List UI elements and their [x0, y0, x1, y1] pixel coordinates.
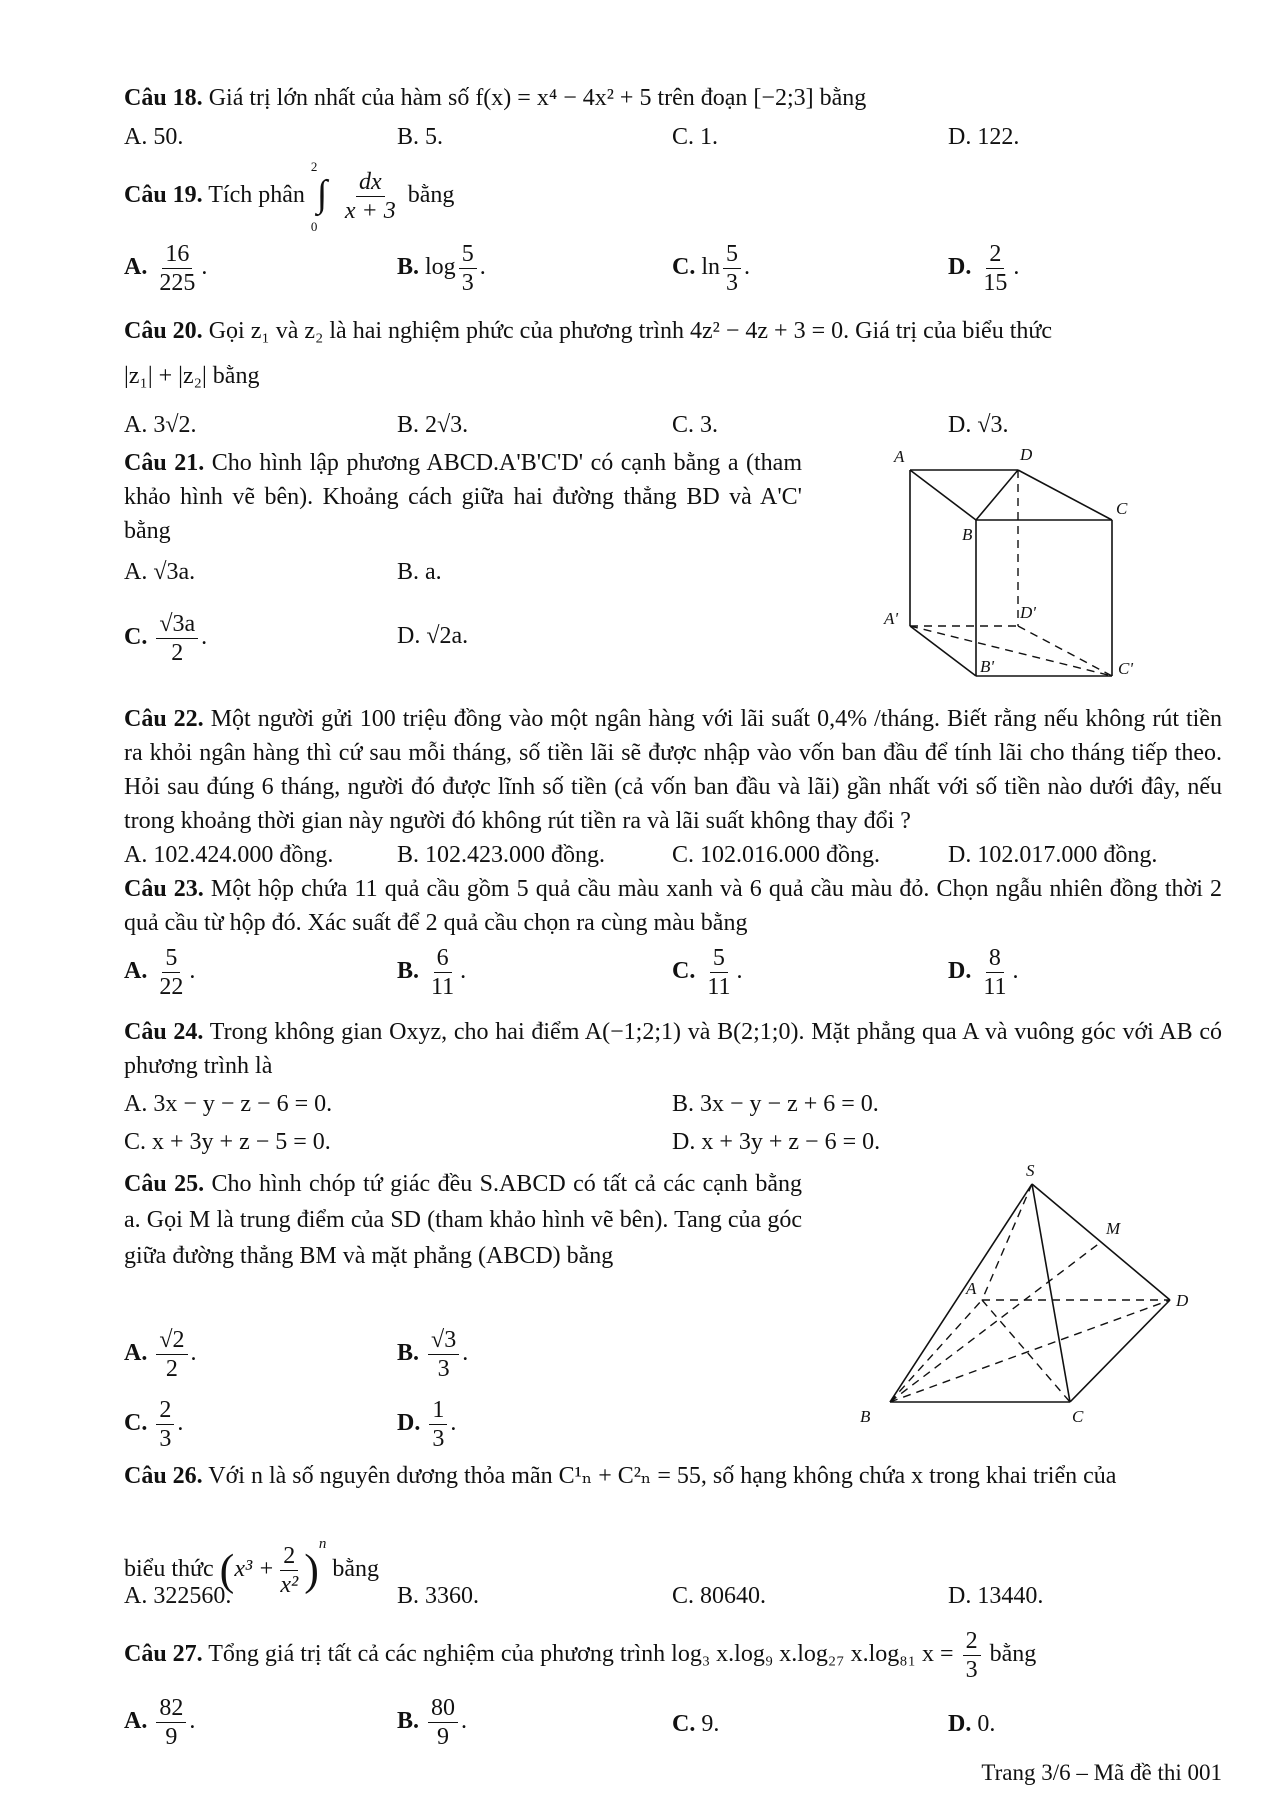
label-C: C: [1116, 499, 1128, 518]
option-a: A. 102.424.000 đồng.: [124, 842, 334, 868]
option-b: B. $\frac{√3}{3}$ .: [397, 1327, 469, 1382]
option-d: D. 0.: [948, 1711, 996, 1737]
option-d: D. √2a.: [397, 623, 469, 649]
option-a: A. 50.: [124, 124, 184, 150]
option-c: C. 102.016.000 đồng.: [672, 842, 881, 868]
question-text: Tích phân: [208, 182, 305, 208]
option-c: C. 9.: [672, 1711, 720, 1737]
option-b: B. 3360.: [397, 1583, 480, 1609]
option-d: D. $\frac{1}{3}$ .: [397, 1397, 457, 1452]
question-19: Câu 19. Tích phân 2 ∫ 0 $\frac{dx}{x + 3}$ bằng: [124, 159, 455, 235]
label-A-prime: A': [884, 609, 899, 628]
label-A: A: [894, 447, 905, 466]
label-D: D: [1020, 445, 1033, 464]
integral-upper: 2: [310, 159, 318, 175]
option-a: A. 3√2.: [124, 412, 197, 438]
option-d: D. 122.: [948, 124, 1020, 150]
integrand: $\frac{dx}{x + 3}$: [344, 168, 396, 224]
label-A: A: [966, 1279, 977, 1298]
question-text: Trong không gian Oxyz, cho hai điểm A(−1;2;1) và B(2;1;0). Mặt phẳng qua A và vuông góc với AB có phương trình là: [124, 1019, 1222, 1079]
option-c: C. ln $\frac{5}{3}$ .: [672, 241, 751, 296]
option-b: B. log $\frac{5}{3}$ .: [397, 241, 486, 296]
question-text: Một hộp chứa 11 quả cầu gồm 5 quả cầu màu xanh và 6 quả cầu màu đỏ. Chọn ngẫu nhiên đồng thời 2 quả cầu từ hộp đó. Xác suất để 2 quả cầu chọn ra cùng màu bằng: [124, 876, 1223, 936]
option-d: D. $\frac{8}{11}$ .: [948, 945, 1019, 1000]
option-b: B. 102.423.000 đồng.: [397, 842, 606, 868]
question-label: Câu 20.: [124, 318, 203, 344]
question-label: Câu 26.: [124, 1463, 203, 1489]
question-label: Câu 24.: [124, 1019, 204, 1045]
question-23: [124, 872, 1222, 940]
label-D: D: [1176, 1291, 1189, 1310]
option-a: A. 3x − y − z − 6 = 0.: [124, 1091, 333, 1117]
option-b: B. 5.: [397, 124, 444, 150]
option-b: B. $\frac{80}{9}$ .: [397, 1695, 468, 1750]
option-b: B. 3x − y − z + 6 = 0.: [672, 1091, 879, 1117]
label-C-prime: C': [1118, 659, 1133, 678]
question-24: [124, 1015, 1222, 1083]
option-c: C. x + 3y + z − 5 = 0.: [124, 1129, 331, 1155]
question-label: Câu 23.: [124, 876, 204, 902]
question-27: Câu 27. Tổng giá trị tất cả các nghiệm của phương trình log₃ x.log₉ x.log₂₇ x.log₈₁ x = $\frac{2}{3}$ bằng: [124, 1627, 1037, 1683]
option-c: C. $\frac{2}{3}$ .: [124, 1397, 184, 1452]
question-text: Một người gửi 100 triệu đồng vào một ngân hàng với lãi suất 0,4% /tháng. Biết rằng nếu không rút tiền ra khỏi ngân hàng thì cứ sau mỗi tháng, số tiền lãi sẽ được nhập vào vốn ban đầu để tính lãi cho tháng tiếp theo. Hỏi sau đúng 6 tháng, người đó được lĩnh số tiền (cả vốn ban đầu và lãi) gần nhất với số tiền nào dưới đây, nếu trong khoảng thời gian này người đó không rút tiền ra và lãi suất không thay đổi ?: [124, 706, 1222, 834]
option-c: C. $\frac{5}{11}$ .: [672, 945, 743, 1000]
label-M: M: [1106, 1219, 1121, 1238]
question-text: Giá trị lớn nhất của hàm số f(x) = x⁴ − 4x² + 5 trên đoạn [−2;3] bằng: [208, 85, 867, 111]
option-d: D. √3.: [948, 412, 1009, 438]
option-b: B. 2√3.: [397, 412, 469, 438]
question-label: Câu 25.: [124, 1171, 205, 1197]
pyramid-figure: [850, 1160, 1200, 1440]
question-label: Câu 19.: [124, 182, 203, 208]
question-text: Tổng giá trị tất cả các nghiệm của phương trình log₃ x.log₉ x.log₂₇ x.log₈₁ x =: [208, 1641, 954, 1667]
question-text: Với n là số nguyên dương thỏa mãn C¹ₙ + C²ₙ = 55, số hạng không chứa x trong khai triển của: [208, 1463, 1117, 1489]
question-20: [124, 314, 1222, 348]
option-c: C. 1.: [672, 124, 719, 150]
question-label: Câu 21.: [124, 450, 205, 476]
option-a: A. $\frac{√2}{2}$ .: [124, 1327, 197, 1382]
label-B: B: [962, 525, 973, 544]
cube-figure: [880, 440, 1140, 690]
option-c: C. 3.: [672, 412, 719, 438]
option-d: D. $\frac{2}{15}$ .: [948, 241, 1020, 296]
option-a: A. $\frac{16}{225}$ .: [124, 241, 208, 296]
question-26-cont: biểu thức (x³ + $\frac{2}{\text{x²}}$ )$^n$ bằng: [124, 1536, 380, 1598]
question-18: [124, 82, 866, 114]
label-B: B: [860, 1407, 871, 1426]
integral-lower: 0: [310, 219, 318, 235]
question-label: Câu 22.: [124, 706, 204, 732]
question-25: [124, 1166, 802, 1274]
option-c: C. $\frac{√3a}{2}$ .: [124, 611, 208, 666]
question-20-cont: |z₁| + |z₂| bằng: [124, 363, 260, 389]
label-B-prime: B': [980, 657, 995, 676]
option-b: B. $\frac{6}{11}$ .: [397, 945, 467, 1000]
option-d: D. x + 3y + z − 6 = 0.: [672, 1129, 881, 1155]
option-c: C. 80640.: [672, 1583, 767, 1609]
option-a: A. 322560.: [124, 1583, 232, 1609]
question-label: Câu 27.: [124, 1641, 203, 1667]
option-a: A. √3a.: [124, 559, 196, 585]
page-footer: Trang 3/6 – Mã đề thi 001: [981, 1760, 1222, 1785]
question-text: Gọi z₁ và z₂ là hai nghiệm phức của phương trình 4z² − 4z + 3 = 0. Giá trị của biểu thức: [208, 318, 1053, 344]
label-S: S: [1026, 1161, 1035, 1180]
option-a: A. $\frac{5}{22}$ .: [124, 945, 196, 1000]
option-b: B. a.: [397, 559, 442, 585]
question-21: [124, 446, 802, 548]
option-d: D. 13440.: [948, 1583, 1044, 1609]
question-text: Cho hình lập phương ABCD.A'B'C'D' có cạnh bằng a (tham khảo hình vẽ bên). Khoảng cách giữa hai đường thẳng BD và A'C' bằng: [124, 450, 803, 544]
question-26: [124, 1460, 1116, 1492]
label-C: C: [1072, 1407, 1084, 1426]
option-d: D. 102.017.000 đồng.: [948, 842, 1158, 868]
option-a: A. $\frac{82}{9}$ .: [124, 1695, 196, 1750]
label-D-prime: D': [1020, 603, 1036, 622]
question-22: [124, 702, 1222, 838]
question-text: Cho hình chóp tứ giác đều S.ABCD có tất cả các cạnh bằng a. Gọi M là trung điểm của SD (tham khảo hình vẽ bên). Tang của góc giữa đường thẳng BM và mặt phẳng (ABCD) bằng: [124, 1171, 802, 1269]
integral-sign: 2 ∫ 0: [310, 159, 328, 235]
question-label: Câu 18.: [124, 85, 203, 111]
